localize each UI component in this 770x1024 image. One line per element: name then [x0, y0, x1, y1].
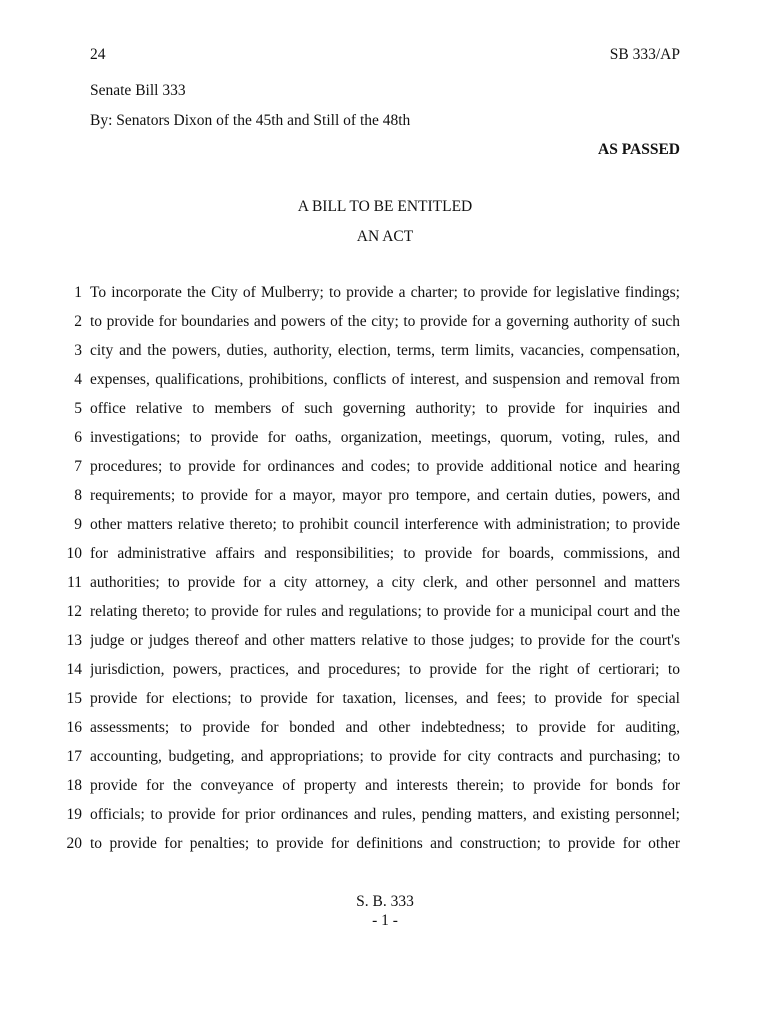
bill-line	[58, 516, 682, 545]
bill-text	[58, 284, 682, 864]
bill-status: AS PASSED	[598, 141, 680, 158]
bill-line	[58, 371, 682, 400]
bill-line	[58, 342, 682, 371]
line-text: to provide for boundaries and powers of the city; to provide for a governing authority of such	[90, 313, 680, 330]
bill-line	[58, 690, 682, 719]
bill-sponsors: By: Senators Dixon of the 45th and Still of the 48th	[90, 112, 411, 129]
bill-line	[58, 661, 682, 690]
line-text: judge or judges thereof and other matters relative to those judges; to provide for the court's	[90, 632, 680, 649]
bill-line	[58, 719, 682, 748]
act-heading: AN ACT	[356, 228, 414, 245]
line-number: 7	[74, 458, 82, 475]
line-number: 15	[66, 690, 82, 707]
line-number: 16	[66, 719, 82, 736]
line-number: 5	[74, 400, 82, 417]
line-text: officials; to provide for prior ordinances and rules, pending matters, and existing personnel;	[90, 806, 680, 823]
line-text: provide for the conveyance of property and interests therein; to provide for bonds for	[90, 777, 680, 794]
line-text: accounting, budgeting, and appropriations; to provide for city contracts and purchasing; to	[90, 748, 680, 765]
line-number: 11	[67, 574, 82, 591]
line-number: 6	[74, 429, 82, 446]
line-text: for administrative affairs and responsibilities; to provide for boards, commissions, and	[90, 545, 680, 562]
line-text: investigations; to provide for oaths, organization, meetings, quorum, voting, rules, and	[90, 429, 680, 446]
bill-line	[58, 400, 682, 429]
line-number: 20	[66, 835, 82, 852]
bill-title: Senate Bill 333	[90, 82, 186, 99]
line-number: 8	[74, 487, 82, 504]
bill-line	[58, 777, 682, 806]
line-text: procedures; to provide for ordinances and codes; to provide additional notice and hearing	[90, 458, 680, 475]
line-text: requirements; to provide for a mayor, mayor pro tempore, and certain duties, powers, and	[90, 487, 680, 504]
line-text: assessments; to provide for bonded and other indebtedness; to provide for auditing,	[90, 719, 680, 736]
line-text: expenses, qualifications, prohibitions, conflicts of interest, and suspension and removal from	[90, 371, 680, 388]
line-number: 3	[74, 342, 82, 359]
footer-bill-reference: S. B. 333	[356, 893, 414, 910]
line-text: provide for elections; to provide for taxation, licenses, and fees; to provide for special	[90, 690, 680, 707]
line-text: relating thereto; to provide for rules and regulations; to provide for a municipal court and the	[90, 603, 680, 620]
line-number: 2	[74, 313, 82, 330]
line-number: 12	[66, 603, 82, 620]
line-text: city and the powers, duties, authority, election, terms, term limits, vacancies, compensation,	[90, 342, 680, 359]
line-number: 10	[66, 545, 82, 562]
line-number: 17	[66, 748, 82, 765]
line-number: 9	[74, 516, 82, 533]
bill-line	[58, 632, 682, 661]
bill-line	[58, 603, 682, 632]
bill-line	[58, 487, 682, 516]
bill-line	[58, 574, 682, 603]
bill-line	[58, 806, 682, 835]
line-text: jurisdiction, powers, practices, and procedures; to provide for the right of certiorari; to	[90, 661, 680, 678]
footer-page-number: - 1 -	[372, 912, 398, 929]
bill-line	[58, 835, 682, 864]
bill-line	[58, 429, 682, 458]
page-number: 24	[90, 46, 106, 63]
bill-heading: A BILL TO BE ENTITLED	[297, 198, 473, 215]
bill-line	[58, 458, 682, 487]
bill-line	[58, 545, 682, 574]
line-number: 14	[66, 661, 82, 678]
line-number: 19	[66, 806, 82, 823]
line-number: 13	[66, 632, 82, 649]
line-number: 4	[74, 371, 82, 388]
line-number: 18	[66, 777, 82, 794]
bill-line	[58, 748, 682, 777]
line-text: to provide for penalties; to provide for definitions and construction; to provide for other	[90, 835, 680, 852]
line-text: authorities; to provide for a city attorney, a city clerk, and other personnel and matters	[90, 574, 680, 591]
bill-line	[58, 313, 682, 342]
document-code: SB 333/AP	[609, 46, 680, 63]
line-text: office relative to members of such governing authority; to provide for inquiries and	[90, 400, 680, 417]
line-text: To incorporate the City of Mulberry; to provide a charter; to provide for legislative findings;	[90, 284, 680, 301]
line-text: other matters relative thereto; to prohibit council interference with administration; to provide	[90, 516, 680, 533]
line-number: 1	[74, 284, 82, 301]
bill-line	[58, 284, 682, 313]
